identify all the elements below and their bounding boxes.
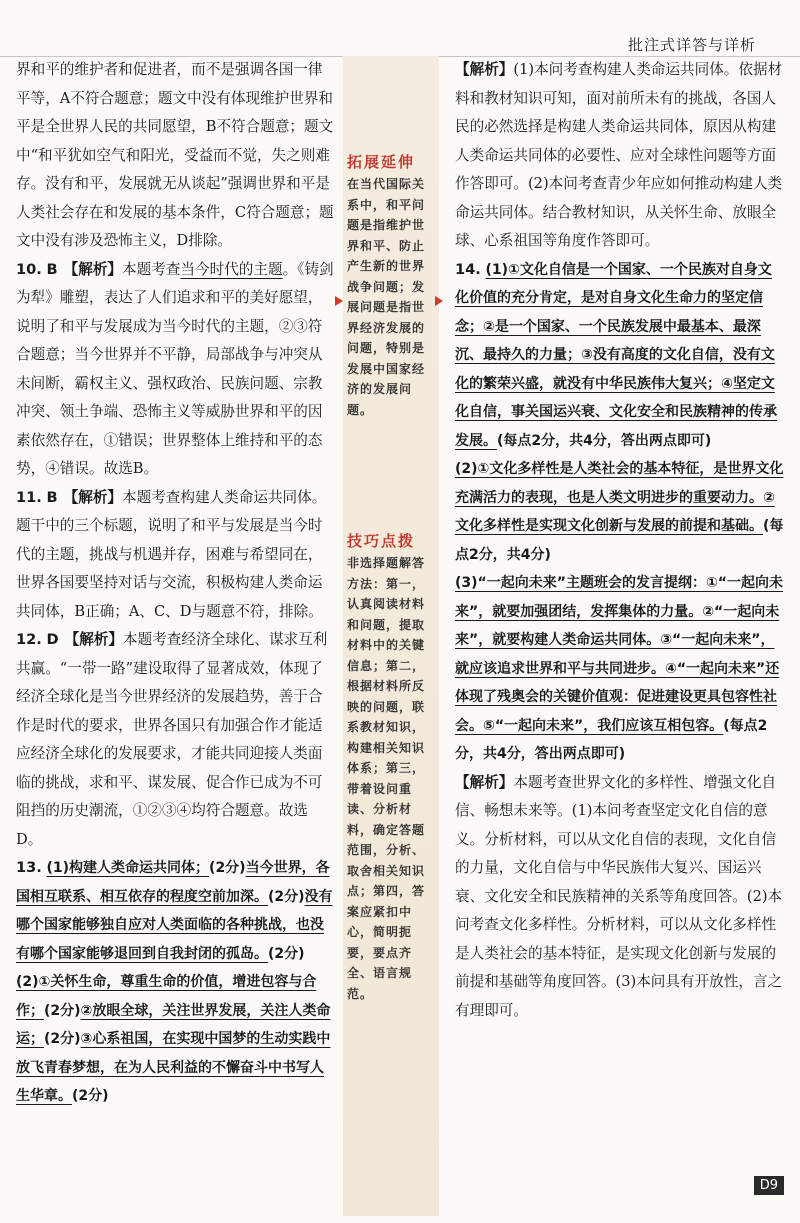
extension-note-title: 拓展延伸: [347, 153, 416, 171]
extension-note-text: 在当代国际关系中，和平问题是指维护世界和平、防止产生新的世界战争问题；发展问题是指世界经济发展的问题，特别是发展中国家经济的发展问题。: [347, 177, 426, 417]
q11-block: [16, 484, 334, 627]
q12-analysis-tag: 【解析】: [64, 631, 124, 648]
q14-analysis-tag: 【解析】: [455, 773, 514, 791]
q10-number: 10.: [16, 260, 42, 278]
tip-note-title: 技巧点拨: [347, 532, 416, 550]
q13-analysis-text: (1)本问考查构建人类命运共同体。依据材料和教材知识可知，面对前所未有的挑战，各国人民的必然选择是构建人类命运共同体，原因从构建人类命运共同体的必要性、应对全球性问题等方面作答即可。(2)本问考查青少年应如何推动构建人类命运共同体。结合教材知识，从关怀生命、放眼全球、心系祖国等角度作答即可。: [455, 61, 783, 249]
q14-part1-score: (每点2分，共4分，答出两点即可): [497, 432, 712, 449]
q14-part2-score: (每点2分，共4分): [455, 518, 784, 563]
q12-answer: D: [46, 631, 59, 648]
q13-part2-b: ②放眼全球，关注世界发展，关注人类命运；: [16, 1002, 331, 1047]
q10-block: [16, 256, 334, 484]
q11-analysis-tag: 【解析】: [63, 488, 123, 506]
q13-part1-c: 没有哪个国家能够独自应对人类面临的各种挑战，也没有哪个国家能够退回到自我封闭的孤岛。: [16, 888, 333, 962]
tip-note-text: 非选择题解答方法：第一，认真阅读材料和问题，提取材料中的关键信息；第二，根据材料所反映的问题，联系教材知识，构建相关知识体系；第三，带着设问重读、分析材料，确定答题范围，分析、取舍相关知识点；第四，答案应紧扣中心，简明扼要，要点齐全、语言规范。: [347, 556, 426, 1001]
q12-block: [16, 626, 334, 854]
q13-part1-a: (1)构建人类命运共同体；: [46, 860, 210, 876]
right-column: [455, 56, 785, 1025]
page-header-title: 批注式详答与详析: [627, 36, 756, 54]
q10-pre: 本题考查: [122, 260, 181, 278]
q13-analysis-tag: 【解析】: [455, 61, 514, 78]
page-number: D9: [754, 1176, 784, 1195]
q10-answer: B: [46, 260, 58, 278]
q13-part2-score1: (2分): [44, 1002, 81, 1019]
q14-analysis-text: 本题考查世界文化的多样性、增强文化自信、畅想未来等。(1)本问考查坚定文化自信的意义。分析材料，可以从文化自信的表现，文化自信的力量，文化自信与中华民族伟大复兴、国运兴衰、文化安全和民族精神的关系等角度回答。(2)本问考查文化多样性。分析材料，可以从文化多样性是人类社会的基本特征，是实现文化创新与发展的前提和基础等角度回答。(3)本问具有开放性，言之有理即可。: [455, 773, 783, 1019]
q13-part1-score1: (2分): [209, 860, 246, 876]
q13-number: 13.: [16, 859, 42, 876]
q10-text: 。《铸剑为犁》雕塑，表达了人们追求和平的美好愿望，说明了和平与发展成为当今时代的主题，②③符合题意；当今世界并不平静，局部战争与冲突从未间断，霸权主义、强权政治、民族问题、宗教冲突、领土争端、恐怖主义等威胁世界和平的因素依然存在，①错误；世界整体上维持和平的态势，④错误。故选B。: [16, 260, 334, 477]
q9-analysis-continued: 界和平的维护者和促进者，而不是强调各国一律平等，A不符合题意；题文中没有体现维护世界和平是全世界人民的共同愿望，B不符合题意；题文中“和平犹如空气和阳光，受益而不觉，失之则难存。没有和平，发展就无从谈起”强调世界和平是人类社会存在和发展的基本条件，C符合题意；题文中没有涉及恐怖主义，D排除。: [16, 61, 334, 249]
pointer-arrow-icon: [435, 296, 443, 306]
margin-notes-sidebar: [343, 56, 439, 1216]
q14-part3: (3)“一起向未来”主题班会的发言提纲：①“一起向未来”，就要加强团结，发挥集体的力量。②“一起向未来”，就要构建人类命运共同体。③“一起向未来”，就应该追求世界和平与共同进步。④“一起向未来”还体现了残奥会的关键价值观：促进建设更具包容性社会。⑤“一起向未来”，我们应该互相包容。: [455, 575, 783, 734]
q13-part2-c: ③心系祖国，在实现中国梦的生动实践中放飞青春梦想，在为人民利益的不懈奋斗中书写人生华章。: [16, 1031, 331, 1104]
q12-number: 12.: [16, 631, 42, 648]
q11-number: 11.: [16, 488, 42, 506]
q13-part2-score3: (2分): [72, 1088, 109, 1104]
q13-part1-score3: (2分): [268, 945, 305, 962]
q14-block: [455, 256, 785, 1026]
q13-block: [16, 854, 334, 1111]
q14-part3-score: (每点2分，共4分，答出两点即可): [455, 717, 768, 762]
q14-number: 14.: [455, 260, 481, 278]
q13-part2-score2: (2分): [44, 1031, 81, 1047]
q14-part1: (1)①文化自信是一个国家、一个民族对自身文化价值的充分肯定，是对自身文化生命力的坚定信念；②是一个国家、一个民族发展中最基本、最深沉、最持久的力量；③没有高度的文化自信，没有文化的繁荣兴盛，就没有中华民族伟大复兴；④坚定文化自信，事关国运兴衰、文化安全和民族精神的传承发展。: [455, 261, 777, 449]
q13-part1-score2: (2分): [268, 888, 305, 905]
q13-part2-a: (2)①关怀生命，尊重生命的价值，增进包容与合作；: [16, 974, 317, 1019]
q13-part1-b: 当今世界，各国相互联系、相互依存的程度空前加深。: [16, 860, 330, 905]
q12-text: 本题考查经济全球化、谋求互利共赢。“一带一路”建设取得了显著成效，体现了经济全球化是当今世界经济的发展趋势，善于合作是时代的要求，世界各国只有加强合作才能适应经济全球化的发展要求，才能共同迎接人类面临的挑战，求和平、谋发展、促合作已成为不可阻挡的历史潮流，①②③④均符合题意。故选D。: [16, 631, 328, 848]
pointer-arrow-icon: [335, 296, 343, 306]
q10-analysis-tag: 【解析】: [63, 260, 123, 278]
left-column: [16, 56, 334, 1111]
q14-part2: (2)①文化多样性是人类社会的基本特征，是世界文化充满活力的表现，也是人类文明进步的重要动力。②文化多样性是实现文化创新与发展的前提和基础。: [455, 461, 784, 534]
q10-underline: 当今时代的主题: [180, 260, 283, 278]
q11-text: 本题考查构建人类命运共同体。题干中的三个标题，说明了和平与发展是当今时代的主题，挑战与机遇并存，困难与希望同在，世界各国要坚持对话与交流，积极构建人类命运共同体，B正确；A、C、D与题意不符，排除。: [16, 488, 327, 620]
q11-answer: B: [46, 488, 58, 506]
